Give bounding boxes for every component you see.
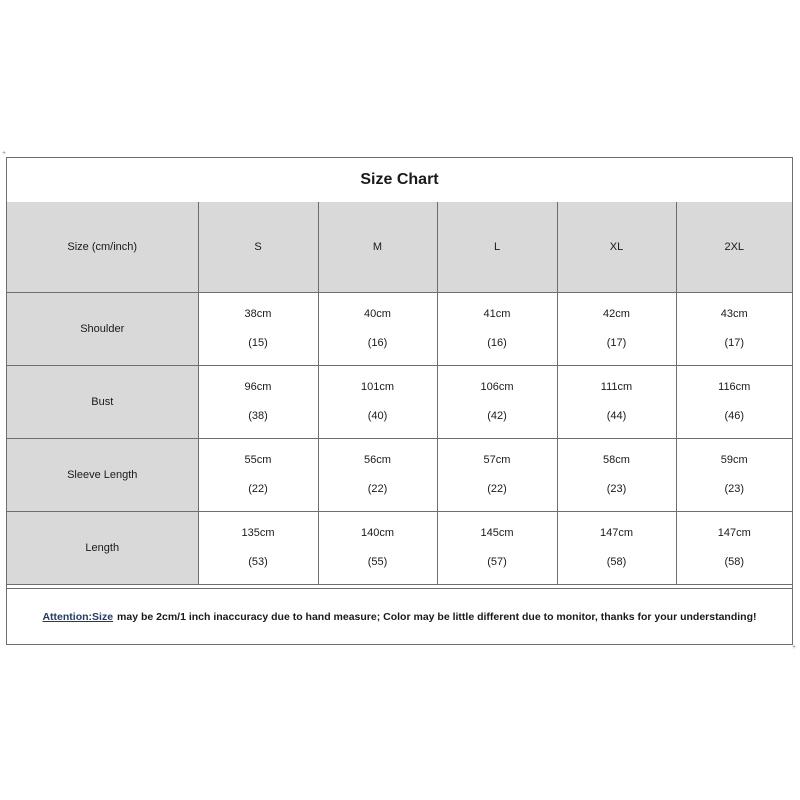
row-label-length: Length <box>7 512 198 585</box>
inch-value: (42) <box>487 410 507 422</box>
table-cell <box>198 512 318 585</box>
corner-mark-top-left: + <box>2 150 7 157</box>
cm-value: 111cm <box>600 381 633 393</box>
table-cell <box>198 293 318 366</box>
size-header-m: M <box>318 202 437 293</box>
table-cell <box>676 366 792 439</box>
inch-value: (22) <box>367 483 388 495</box>
inch-value: (38) <box>248 410 268 422</box>
cm-value: 56cm <box>364 454 391 466</box>
cm-value: 58cm <box>603 454 630 466</box>
inch-value: (22) <box>248 483 268 495</box>
table-row <box>7 512 792 585</box>
cm-value: 145cm <box>480 527 514 539</box>
inch-value: (57) <box>487 556 507 568</box>
cm-value: 101cm <box>360 381 395 393</box>
inch-value: (23) <box>606 483 627 495</box>
table-row <box>7 439 792 512</box>
table-cell <box>437 512 557 585</box>
table-cell <box>198 439 318 512</box>
inch-value: (53) <box>248 556 268 568</box>
attention-label: Attention:Size <box>42 611 114 623</box>
cm-value: 135cm <box>241 527 275 539</box>
cm-value: 42cm <box>603 308 630 320</box>
cm-value: 40cm <box>364 308 391 320</box>
cm-value: 147cm <box>717 527 751 539</box>
cm-value: 106cm <box>480 381 514 393</box>
table-cell <box>676 439 792 512</box>
table-cell <box>557 293 676 366</box>
table-row <box>7 293 792 366</box>
size-header-s: S <box>198 202 318 293</box>
attention-text: may be 2cm/1 inch inaccuracy due to hand measure; Color may be little different due to monitor, thanks for your understanding! <box>117 611 757 623</box>
table-cell <box>437 366 557 439</box>
inch-value: (16) <box>367 337 388 349</box>
table-row <box>7 366 792 439</box>
table-cell <box>557 366 676 439</box>
size-header-xl: XL <box>557 202 676 293</box>
table-cell <box>676 512 792 585</box>
attention-note <box>7 588 792 645</box>
size-header-l: L <box>437 202 557 293</box>
header-row <box>7 202 792 293</box>
inch-value: (44) <box>606 410 627 422</box>
cm-value: 59cm <box>720 454 748 466</box>
table-cell <box>557 439 676 512</box>
inch-value: (16) <box>487 337 507 349</box>
table-cell <box>557 512 676 585</box>
table-cell <box>198 366 318 439</box>
cm-value: 38cm <box>244 308 272 320</box>
cm-value: 43cm <box>720 308 748 320</box>
inch-value: (15) <box>248 337 268 349</box>
row-label-sleeve-length: Sleeve Length <box>7 439 198 512</box>
table-cell <box>318 366 437 439</box>
inch-value: (55) <box>367 556 388 568</box>
table-cell <box>437 439 557 512</box>
header-label-cell: Size (cm/inch) <box>7 202 198 293</box>
table-cell <box>318 293 437 366</box>
cm-value: 41cm <box>483 308 511 320</box>
size-table <box>7 202 792 585</box>
cm-value: 147cm <box>599 527 634 539</box>
size-header-2xl: 2XL <box>676 202 792 293</box>
inch-value: (46) <box>724 410 745 422</box>
inch-value: (17) <box>606 337 627 349</box>
table-cell <box>318 512 437 585</box>
inch-value: (22) <box>487 483 507 495</box>
corner-mark-bottom-right: + <box>792 644 797 651</box>
table-cell <box>437 293 557 366</box>
row-label-shoulder: Shoulder <box>7 293 198 366</box>
cm-value: 96cm <box>244 381 272 393</box>
inch-value: (23) <box>724 483 745 495</box>
inch-value: (58) <box>606 556 627 568</box>
table-cell <box>318 439 437 512</box>
cm-value: 116cm <box>718 381 751 393</box>
table-cell <box>676 293 792 366</box>
inch-value: (17) <box>724 337 745 349</box>
inch-value: (40) <box>367 410 388 422</box>
row-label-bust: Bust <box>7 366 198 439</box>
inch-value: (58) <box>724 556 745 568</box>
cm-value: 55cm <box>244 454 272 466</box>
cm-value: 140cm <box>360 527 395 539</box>
chart-title: Size Chart <box>7 158 792 203</box>
size-chart <box>6 157 793 645</box>
cm-value: 57cm <box>483 454 511 466</box>
